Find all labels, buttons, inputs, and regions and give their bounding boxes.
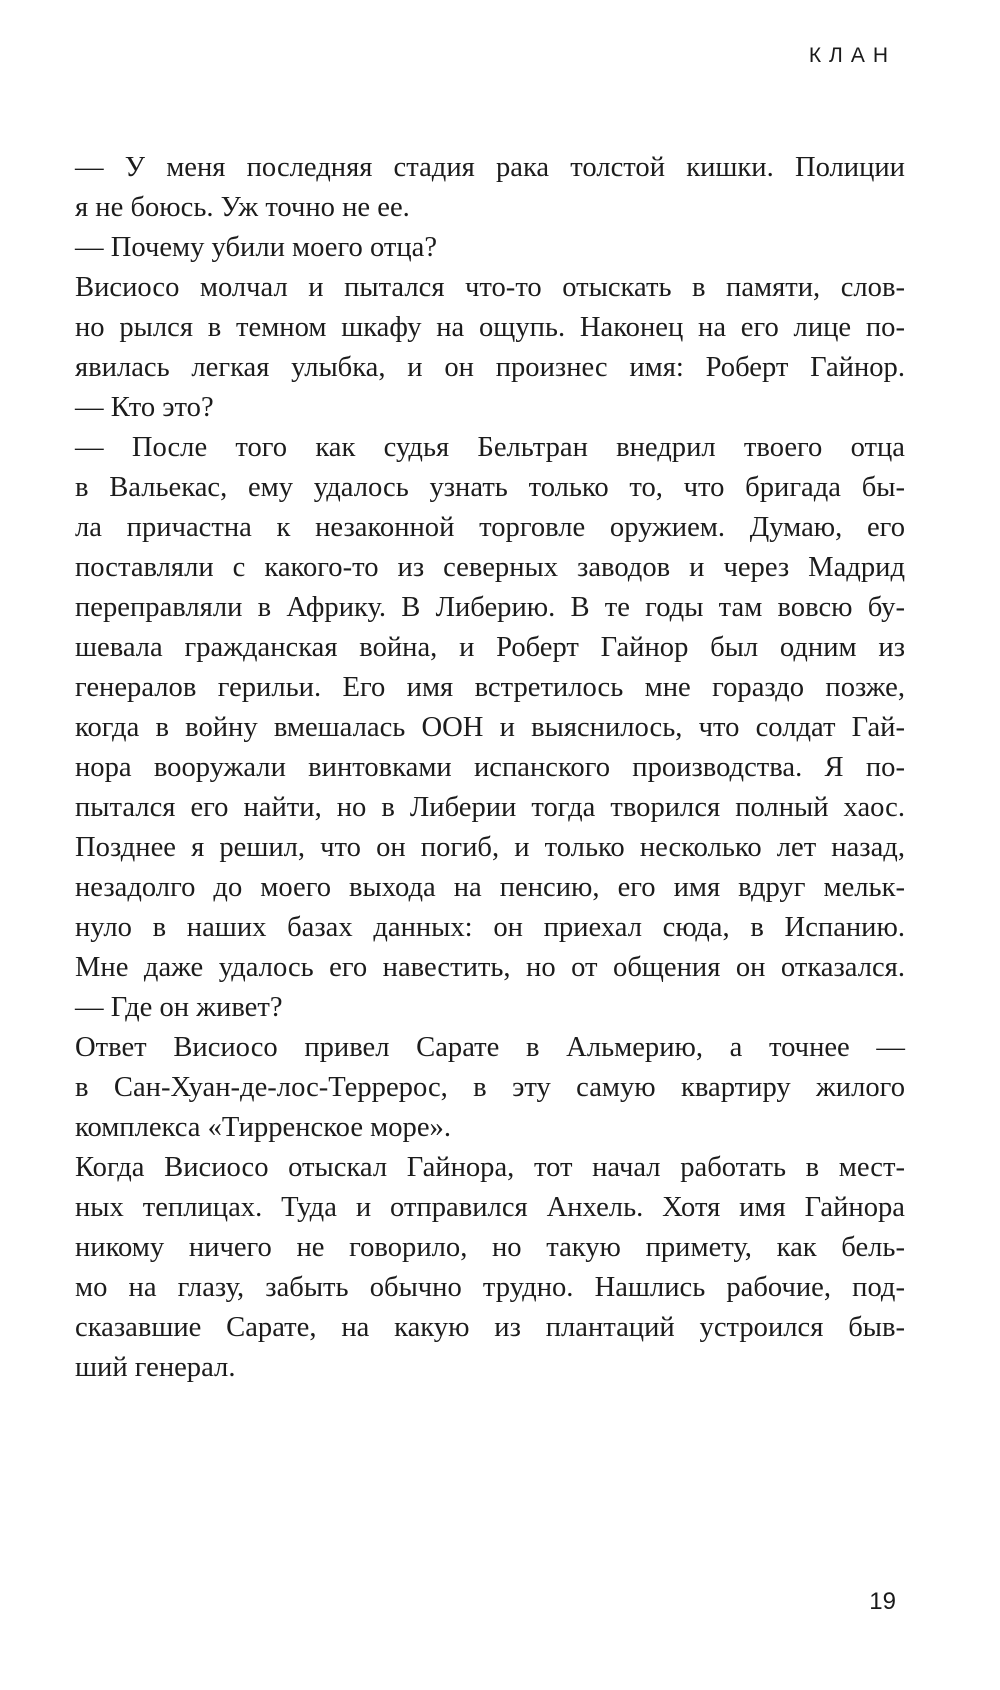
text-line: нора вооружали винтовками испанского производства. Я по- <box>75 752 905 783</box>
body-text <box>75 148 905 1388</box>
text-line: нуло в наших базах данных: он приехал сюда, в Испанию. <box>75 912 905 943</box>
text-line: ший генерал. <box>75 1352 236 1383</box>
text-line: когда в войну вмешалась ООН и выяснилось, что солдат Гай- <box>75 712 905 743</box>
text-line: ных теплицах. Туда и отправился Анхель. Хотя имя Гайнора <box>75 1192 905 1223</box>
page-number: 19 <box>869 1588 896 1615</box>
text-line: Когда Висиосо отыскал Гайнора, тот начал работать в мест- <box>75 1152 905 1183</box>
text-line: я не боюсь. Уж точно не ее. <box>75 192 410 223</box>
running-title: КЛАН <box>808 44 896 67</box>
text-line: в Сан-Хуан-де-лос-Террерос, в эту самую квартиру жилого <box>75 1072 905 1103</box>
text-line: ла причастна к незаконной торговле оружием. Думаю, его <box>75 512 905 543</box>
text-line: переправляли в Африку. В Либерию. В те годы там вовсю бу- <box>75 592 905 623</box>
text-line: комплекса «Тирренское море». <box>75 1112 451 1143</box>
text-line: мо на глазу, забыть обычно трудно. Нашлись рабочие, под- <box>75 1272 905 1303</box>
text-line: — Где он живет? <box>75 992 283 1023</box>
text-line: шевала гражданская война, и Роберт Гайнор был одним из <box>75 632 905 663</box>
text-line: поставляли с какого-то из северных заводов и через Мадрид <box>75 552 905 583</box>
text-line: незадолго до моего выхода на пенсию, его имя вдруг мельк- <box>75 872 905 903</box>
text-line: в Вальекас, ему удалось узнать только то, что бригада бы- <box>75 472 905 503</box>
text-line: Мне даже удалось его навестить, но от общения он отказался. <box>75 952 905 983</box>
text-line: Висиосо молчал и пытался что-то отыскать в памяти, слов- <box>75 272 905 303</box>
text-line: никому ничего не говорило, но такую примету, как бель- <box>75 1232 905 1263</box>
text-line: — Почему убили моего отца? <box>75 232 438 263</box>
text-line: Позднее я решил, что он погиб, и только несколько лет назад, <box>75 832 905 863</box>
text-line: — У меня последняя стадия рака толстой кишки. Полиции <box>75 152 905 183</box>
text-line: Ответ Висиосо привел Сарате в Альмерию, а точнее — <box>75 1032 905 1063</box>
text-line: но рылся в темном шкафу на ощупь. Наконец на его лице по- <box>75 312 905 343</box>
text-line: — После того как судья Бельтран внедрил твоего отца <box>75 432 905 463</box>
text-line: сказавшие Сарате, на какую из плантаций устроился быв- <box>75 1312 905 1343</box>
text-line: пытался его найти, но в Либерии тогда творился полный хаос. <box>75 792 905 823</box>
text-line: — Кто это? <box>75 392 214 423</box>
text-line: явилась легкая улыбка, и он произнес имя: Роберт Гайнор. <box>75 352 905 383</box>
text-line: генералов герильи. Его имя встретилось мне гораздо позже, <box>75 672 905 703</box>
